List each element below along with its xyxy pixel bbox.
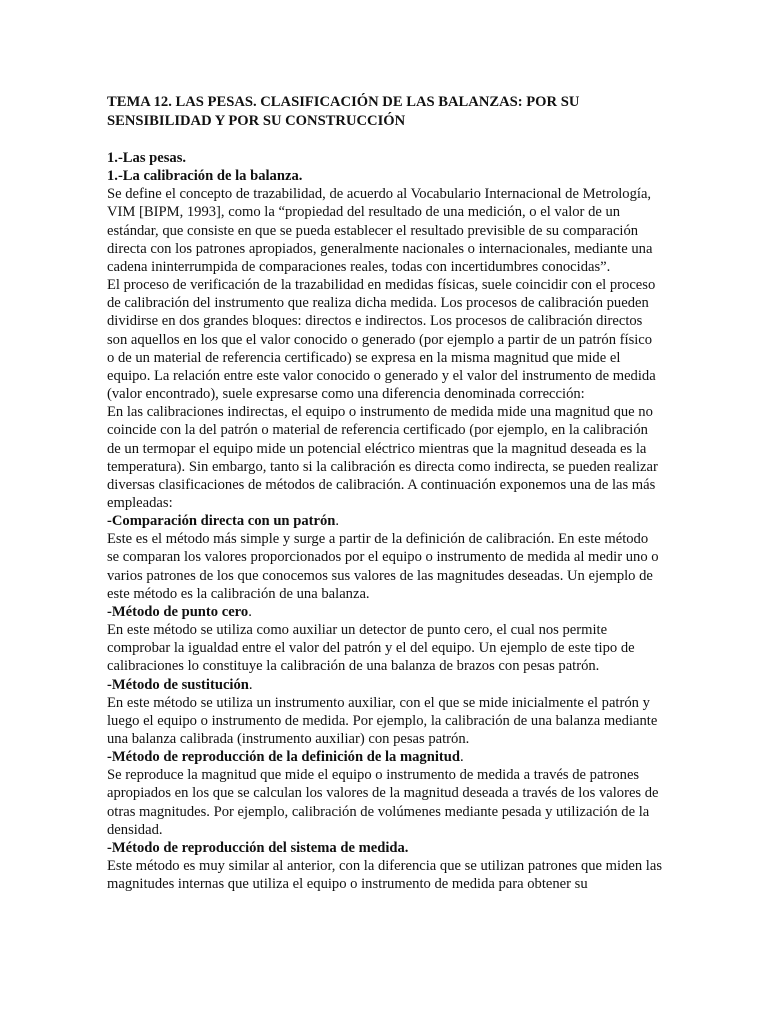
document-title: TEMA 12. LAS PESAS. CLASIFICACIÓN DE LAS BALANZAS: POR SU SENSIBILIDAD Y POR SU CONSTRUCCIÓN [107,94,580,129]
method-block [107,603,663,676]
method-title: -Método de sustitución [107,676,249,693]
method-heading [107,748,663,766]
paragraph-trazabilidad: Se define el concepto de trazabilidad, de acuerdo al Vocabulario Internacional de Metrología, VIM [BIPM, 1993], como la “propiedad del resultado de una medición, o el valor de un estándar, que consiste en que se pueda establecer el resultado previsible de su comparación directa con los patrones apropiados, generalmente nacionales o internacionales, mediante una cadena ininterrumpida de comparaciones reales, todas con incertidumbres conocidas”. [107,186,653,275]
method-title: -Método de punto cero [107,603,249,620]
method-text: En este método se utiliza como auxiliar un detector de punto cero, el cual nos permite comprobar la igualdad entre el valor del patrón y el del equipo. Un ejemplo de este tipo de calibraciones lo constituye la calibración de una balanza de brazos con pesas patrón. [107,622,635,675]
method-title-suffix: . [248,676,253,693]
paragraph-indirectas: En las calibraciones indirectas, el equipo o instrumento de medida mide una magnitud que no coincide con la del patrón o material de referencia certificado (por ejemplo, en la calibración de un termopar el equipo mide un potencial eléctrico mientras que la magnitud deseada es la temperatura). Sin embargo, tanto si la calibración es directa como indirecta, se pueden realizar diversas clasificaciones de métodos de calibración. A continuación exponemos una de las más empleadas: [107,404,658,511]
method-block [107,512,663,603]
subsection-heading: 1.-La calibración de la balanza. [107,168,303,185]
method-text: En este método se utiliza un instrumento auxiliar, con el que se mide inicialmente el patrón y luego el equipo o instrumento de medida. Por ejemplo, la calibración de una balanza mediante una balanza calibrada (instrumento auxiliar) con pesas patrón. [107,694,658,747]
method-block [107,676,663,749]
method-heading [107,839,663,857]
method-text: Este método es muy similar al anterior, con la diferencia que se utilizan patrones que miden las magnitudes internas que utiliza el equipo o instrumento de medida para obtener su [107,858,663,893]
method-title-suffix: . [248,603,252,620]
paragraph-verificacion: El proceso de verificación de la trazabilidad en medidas físicas, suele coincidir con el proceso de calibración del instrumento que realiza dicha medida. Los procesos de calibración pueden dividirse en dos grandes bloques: directos e indirectos. Los procesos de calibración directos son aquellos en los que el valor conocido o generado (por ejemplo a partir de un patrón físico o de un material de referencia certificado) se expresa en la misma magnitud que mide el equipo. La relación entre este valor conocido o generado y el valor del instrumento de medida (valor encontrado), suele expresarse como una diferencia denominada corrección: [107,277,656,403]
method-text: Se reproduce la magnitud que mide el equipo o instrumento de medida a través de patrones apropiados en los que se calculan los valores de la magnitud deseada a través de los valores de otras magnitudes. Por ejemplo, calibración de volúmenes mediante pesada y utilización de la densidad. [107,767,659,838]
method-title: -Método de reproducción del sistema de medida. [107,839,409,856]
method-heading [107,603,663,621]
method-title: -Método de reproducción de la definición de la magnitud [107,749,460,766]
method-block [107,748,663,839]
method-heading [107,676,663,694]
section-heading: 1.-Las pesas. [107,150,187,166]
method-block [107,839,663,893]
spacer [107,131,663,149]
method-title-suffix: . [335,513,340,530]
method-title: -Comparación directa con un patrón [107,513,336,530]
method-title-suffix: . [459,749,464,766]
method-text: Este es el método más simple y surge a partir de la definición de calibración. En este método se comparan los valores proporcionados por el equipo o instrumento de medida al medir uno o varios patrones de los que conocemos sus valores de las magnitudes deseadas. Un ejemplo de este método es la calibración de una balanza. [107,531,659,602]
document-page [107,93,663,893]
method-heading [107,512,663,530]
